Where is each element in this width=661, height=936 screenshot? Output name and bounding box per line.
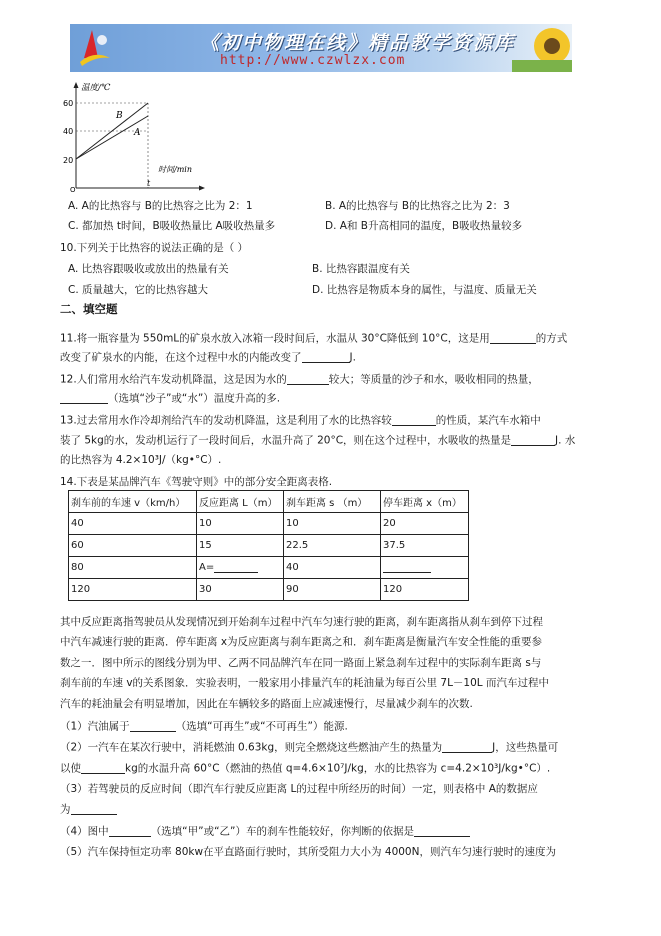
q11-text-1: 11.将一瓶容量为 550mL的矿泉水放入冰箱一段时间后，水温从 30°C降低到 10°C，这是用	[60, 332, 490, 345]
table-cell: 80	[69, 557, 197, 579]
q14-sub4-blank-1[interactable]	[109, 826, 151, 837]
q14-sub2-text-3: 以使	[60, 762, 81, 775]
table-cell-blank-a[interactable]	[197, 557, 284, 579]
q12-text-1: 12.人们常用水给汽车发动机降温，这是因为水的	[60, 373, 287, 386]
table-cell: 22.5	[284, 535, 381, 557]
table-cell: 10	[197, 513, 284, 535]
q12-text-3: （选填“沙子”或“水”）温度升高的多.	[108, 392, 281, 405]
q14-sub3-text-2: 为	[60, 803, 71, 816]
q12-line2	[60, 393, 280, 404]
table-row	[69, 557, 469, 579]
table-row	[69, 513, 469, 535]
table-header-cell: 刹车距离 s （m）	[284, 491, 381, 513]
q13-blank-2[interactable]	[511, 435, 555, 446]
table-row	[69, 579, 469, 601]
q11-line2	[60, 352, 356, 363]
q14-paragraph-line: 数之一．图中所示的图线分别为甲、乙两不同品牌汽车在同一路面上紧急刹车过程中的实际刹车距离 s与	[60, 657, 542, 669]
y-axis-arrow	[74, 82, 79, 88]
q11-text-3: 改变了矿泉水的内能，在这个过程中水的内能改变了	[60, 351, 302, 364]
y-tick-20: 20	[63, 156, 74, 165]
banner-title: 《初中物理在线》精品教学资源库	[200, 32, 516, 54]
table-cell: 10	[284, 513, 381, 535]
q14-sub2-blank-2[interactable]	[81, 763, 125, 774]
section-heading-fill-in: 二、填空题	[60, 302, 118, 316]
q10-option-d: D. 比热容是物质本身的属性，与温度、质量无关	[312, 284, 537, 296]
table-row	[69, 535, 469, 557]
table-cell: 120	[381, 579, 469, 601]
q10-stem: 10.下列关于比热容的说法正确的是（ ）	[60, 242, 249, 254]
q11-line1	[60, 333, 567, 344]
q13-line3: 的比热容为 4.2×10³J/（kg•°C）.	[60, 454, 222, 466]
table-cell: 40	[69, 513, 197, 535]
q13-text-4: J. 水	[555, 434, 576, 447]
table-cell-blank[interactable]	[381, 557, 469, 579]
x-axis-label: 时间/min	[158, 165, 192, 174]
q12-text-2: 较大；等质量的沙子和水，吸收相同的热量，	[328, 373, 539, 386]
sunflower-icon	[512, 24, 572, 72]
q14-paragraph-line: 刹车前的车速 v的关系图象．实验表明，一般家用小排量汽车的耗油量为每百公里 7L－10L 而汽车过程中	[60, 677, 549, 689]
q14-paragraph-line: 汽车的耗油量会有明显增加，因此在车辆较多的路面上应减速慢行，尽量减少刹车的次数.	[60, 698, 473, 710]
q10-option-a: A. 比热容跟吸收或放出的热量有关	[68, 263, 229, 275]
q14-paragraph-line: 其中反应距离指驾驶员从发现情况到开始刹车过程中汽车匀速行驶的距离，刹车距离指从刹车到停下过程	[60, 616, 543, 628]
q14-sub4-text-1: （4）图中	[60, 825, 109, 838]
table-header-row	[69, 491, 469, 513]
q14-sub2-line1	[60, 742, 558, 753]
q14-sub2-line2	[60, 763, 550, 774]
x-axis-arrow	[199, 186, 205, 191]
table-blank-a[interactable]	[214, 562, 258, 573]
table-cell: 60	[69, 535, 197, 557]
q13-text-1: 13.过去常用水作冷却剂给汽车的发动机降温，这是利用了水的比热容较	[60, 414, 392, 427]
table-cell: 40	[284, 557, 381, 579]
site-logo-icon	[76, 28, 112, 68]
q14-sub2-text-4: kg的水温升高 60°C（燃油的热值 q=4.6×10⁷J/kg，水的比热容为 c=4.2×10³J/kg•°C）.	[125, 762, 551, 775]
y-axis-label: 温度/℃	[81, 83, 111, 93]
q14-sub3-line1: （3）若驾驶员的反应时间（即汽车行驶反应距离 L的过程中所经历的时间）一定，则表格中 A的数据应	[60, 783, 538, 795]
table-cell: 120	[69, 579, 197, 601]
q13-text-2: 的性质，某汽车水箱中	[435, 414, 541, 427]
y-tick-40: 40	[63, 127, 74, 136]
q13-line2	[60, 435, 575, 446]
banner-url: http://www.czwlzx.com	[220, 53, 406, 68]
table-header-cell: 刹车前的车速 v（km/h）	[69, 491, 197, 513]
q14-paragraph-line: 中汽车减速行驶的距离．停车距离 x为反应距离与刹车距离之和．刹车距离是衡量汽车安全性能的重要参	[60, 636, 543, 648]
q14-sub4-blank-2[interactable]	[414, 826, 470, 837]
table-cell: 30	[197, 579, 284, 601]
y-tick-60: 60	[63, 99, 74, 108]
q13-blank-1[interactable]	[392, 415, 436, 426]
q9-option-c: C. 都加热 t时间，B吸收热量比 A吸收热量多	[68, 220, 276, 232]
q10-option-c: C. 质量越大，它的比热容越大	[68, 284, 209, 296]
q13-text-3: 装了 5kg的水，发动机运行了一段时间后，水温升高了 20°C，则在这个过程中，水吸收的热量是	[60, 434, 512, 447]
q14-sub5: （5）汽车保持恒定功率 80kw在平直路面行驶时，其所受阻力大小为 4000N，则汽车匀速行驶时的速度为	[60, 846, 556, 858]
q12-line1	[60, 374, 539, 385]
q11-text-4: J.	[349, 351, 356, 364]
q14-sub3-line2	[60, 804, 117, 815]
q14-sub1-text-1: （1）汽油属于	[60, 720, 130, 733]
table-header-cell: 反应距离 L（m）	[197, 491, 284, 513]
origin-label: O	[70, 186, 76, 192]
q14-sub2-blank-1[interactable]	[442, 742, 492, 753]
q14-sub2-text-2: J，这些热量可	[492, 741, 559, 754]
q14-sub4-text-2: （选填“甲”或“乙”）车的刹车性能较好，你判断的依据是	[150, 825, 414, 838]
site-banner	[70, 24, 572, 72]
x-tick-t: t	[147, 179, 151, 188]
q9-option-a: A. A的比热容与 B的比热容之比为 2：1	[68, 200, 253, 212]
table-cell: 37.5	[381, 535, 469, 557]
table-cell: 15	[197, 535, 284, 557]
table-header-cell: 停车距离 x（m）	[381, 491, 469, 513]
q11-text-2: 的方式	[535, 332, 568, 345]
line-a-label: A	[134, 128, 141, 138]
q12-blank-1[interactable]	[287, 374, 329, 385]
q9-option-d: D. A和 B升高相同的温度，B吸收热量较多	[325, 220, 523, 232]
q14-sub1-text-2: （选填“可再生”或“不可再生”）能源.	[175, 720, 348, 733]
temperature-time-graph	[58, 80, 208, 192]
q14-sub1-blank[interactable]	[130, 721, 176, 732]
table-cell: 90	[284, 579, 381, 601]
q12-blank-2[interactable]	[60, 393, 108, 404]
q10-option-b: B. 比热容跟温度有关	[312, 263, 410, 275]
q14-sub4	[60, 826, 470, 837]
q14-sub1	[60, 721, 348, 732]
safety-distance-table	[68, 490, 469, 601]
q13-line1	[60, 415, 541, 426]
table-cell-a-label: A=	[199, 562, 215, 573]
table-blank-stop-distance[interactable]	[383, 562, 431, 573]
q14-sub2-text-1: （2）一汽车在某次行驶中，消耗燃油 0.63kg，则完全燃烧这些燃油产生的热量为	[60, 741, 443, 754]
q9-option-b: B. A的比热容与 B的比热容之比为 2：3	[325, 200, 510, 212]
line-b-label: B	[116, 111, 123, 121]
q14-stem: 14.下表是某品牌汽车《驾驶守则》中的部分安全距离表格.	[60, 476, 333, 488]
q11-blank-2[interactable]	[302, 352, 350, 363]
q11-blank-1[interactable]	[490, 333, 536, 344]
q14-sub3-blank[interactable]	[71, 804, 117, 815]
table-cell: 20	[381, 513, 469, 535]
